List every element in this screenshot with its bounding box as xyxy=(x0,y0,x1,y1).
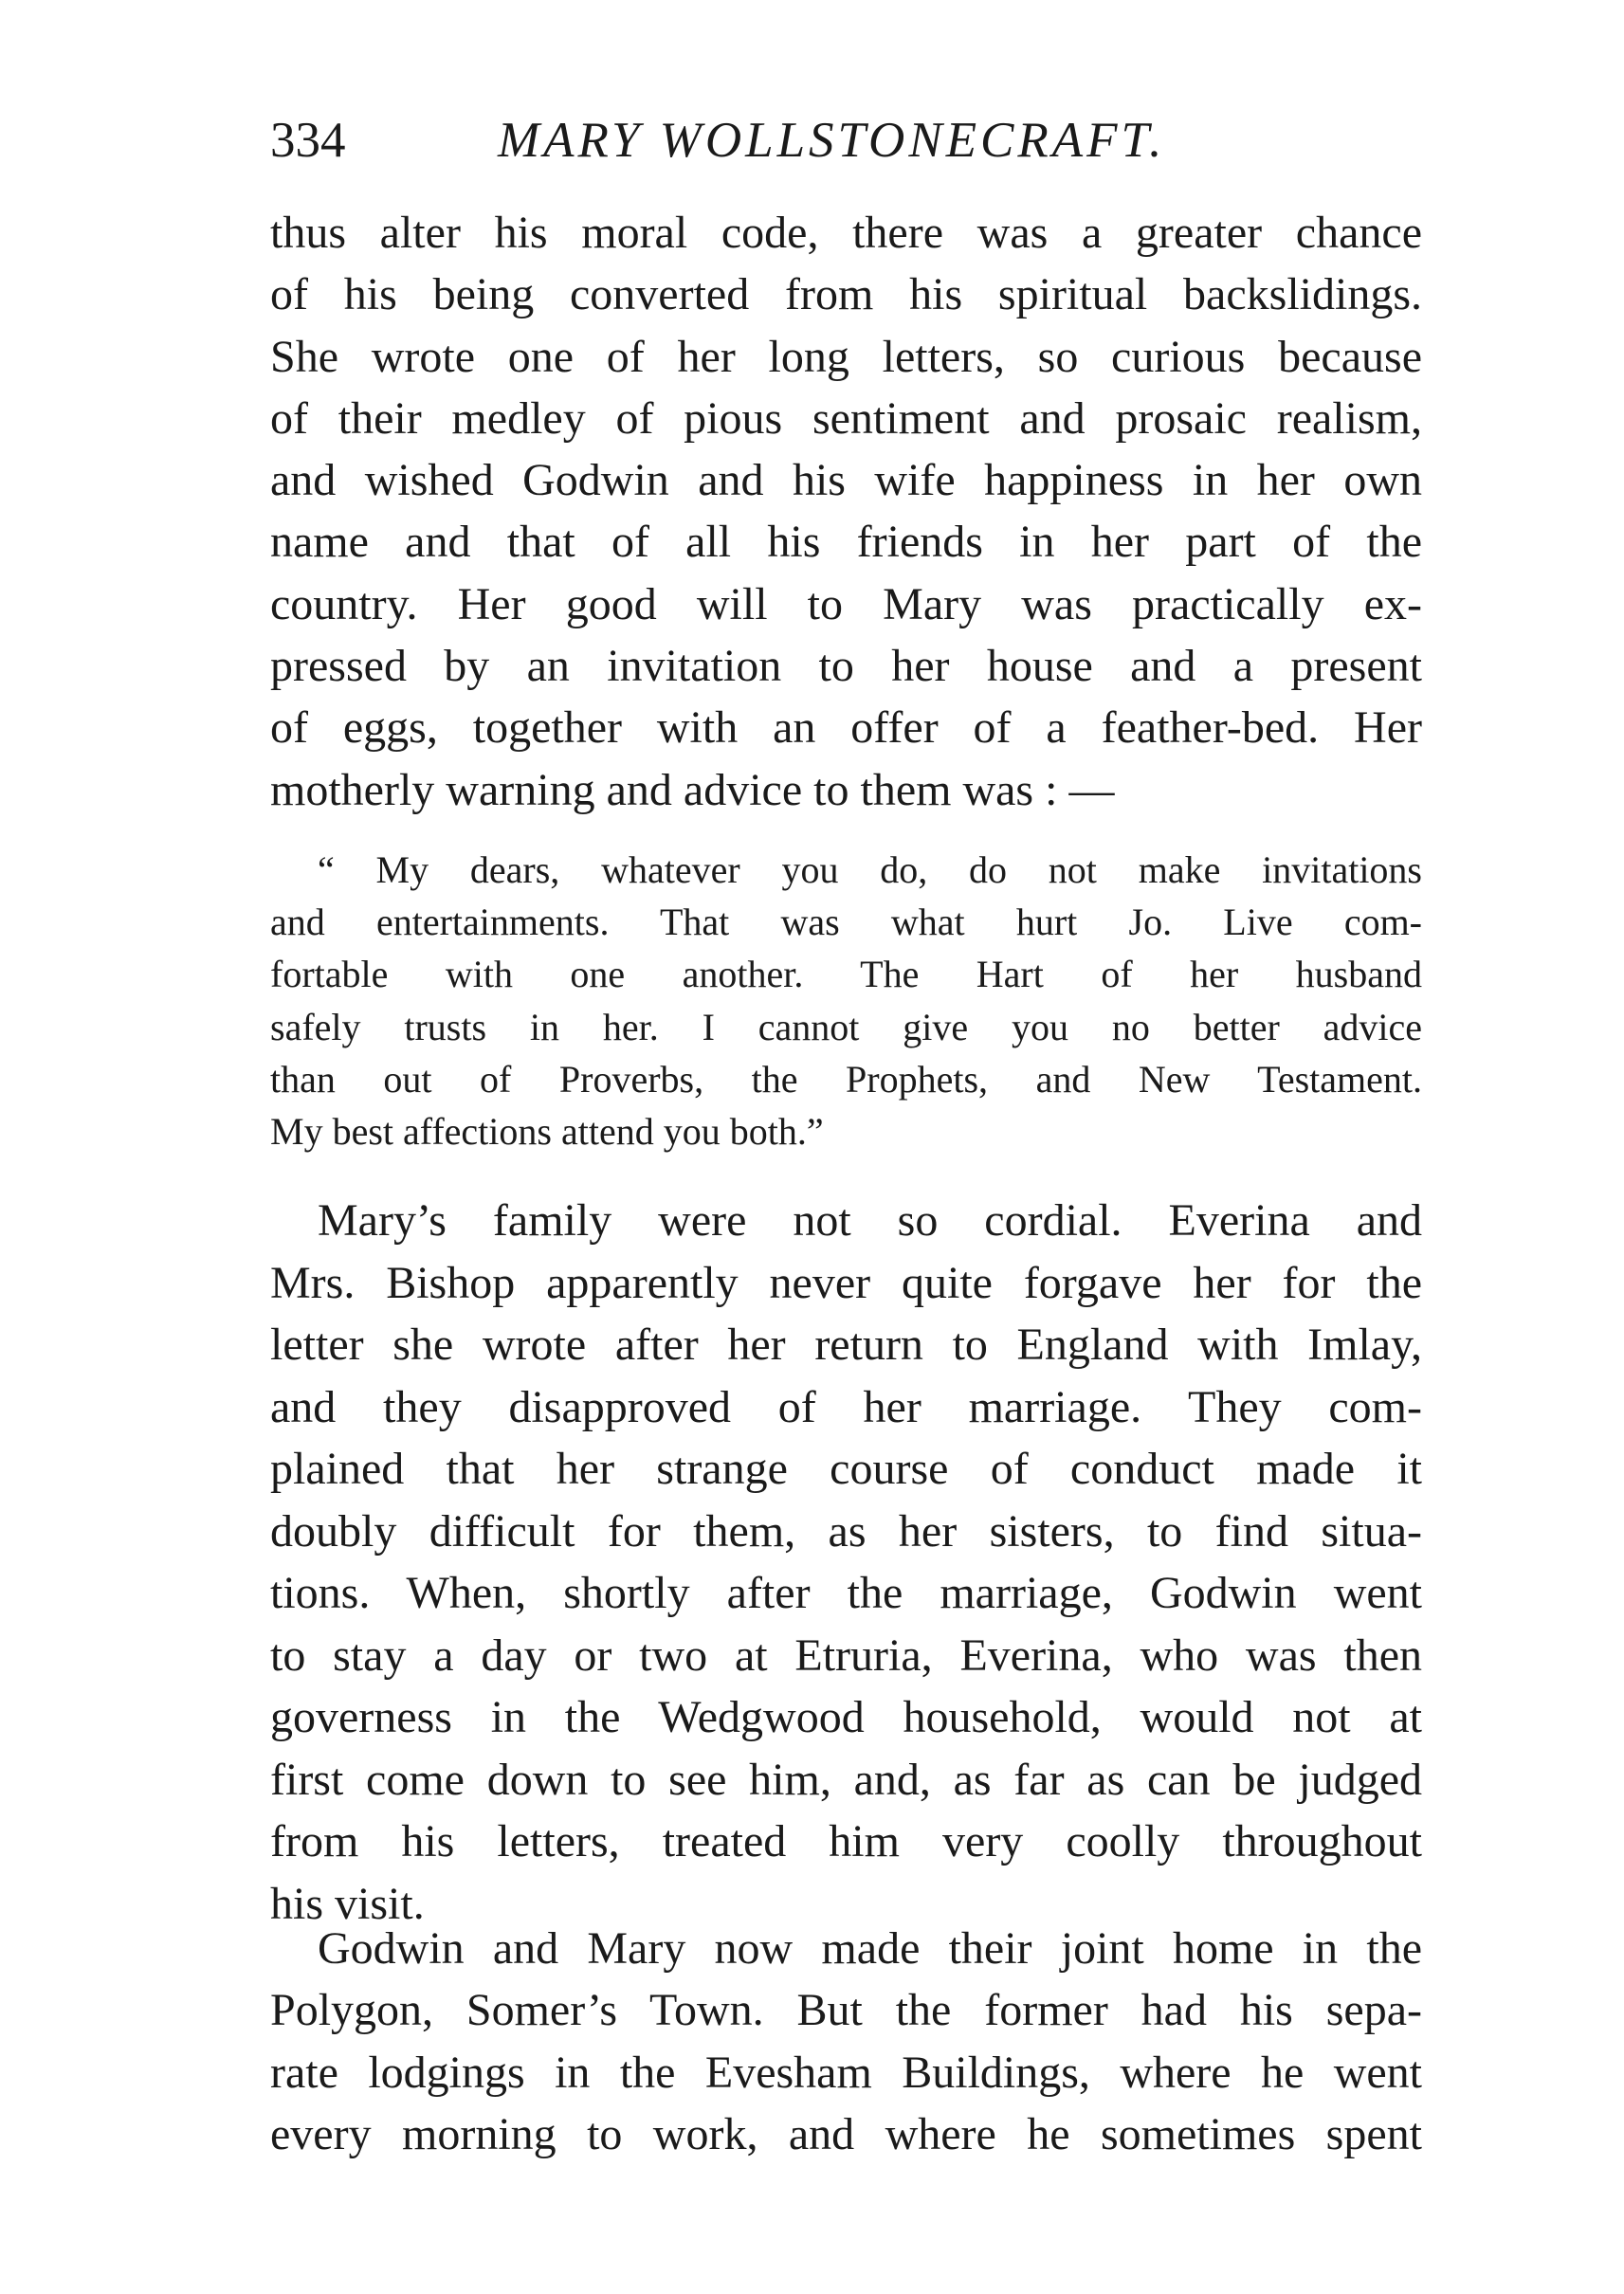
text-line: doubly difficult for them, as her sisters, to find situa- xyxy=(270,1505,1422,1557)
text-line: Mary’s family were not so cordial. Everina and xyxy=(318,1195,1422,1246)
text-line: Mrs. Bishop apparently never quite forgave her for the xyxy=(270,1257,1422,1308)
quote-line: and entertainments. That was what hurt Jo. Live com- xyxy=(270,901,1422,944)
text-line: of eggs, together with an offer of a feather-bed. Her xyxy=(270,702,1422,754)
quote-line: “ My dears, whatever you do, do not make invitations xyxy=(318,848,1422,891)
quote-line: safely trusts in her. I cannot give you no better advice xyxy=(270,1005,1422,1048)
text-line: rate lodgings in the Evesham Buildings, where he went xyxy=(270,2047,1422,2098)
text-line: of his being converted from his spiritual backslidings. xyxy=(270,269,1422,320)
paragraph-polygon xyxy=(270,1918,1422,2165)
text-line: every morning to work, and where he sometimes spent xyxy=(270,2108,1422,2159)
text-line: tions. When, shortly after the marriage, Godwin went xyxy=(270,1568,1422,1618)
text-line: pressed by an invitation to her house and a present xyxy=(270,641,1422,692)
text-line: plained that her strange course of conduct made it xyxy=(270,1444,1422,1494)
running-title: MARY WOLLSTONECRAFT. xyxy=(498,113,1166,168)
text-line: Polygon, Somer’s Town. But the former had his sepa- xyxy=(270,1985,1422,2036)
text-line: country. Her good will to Mary was practically ex- xyxy=(270,578,1422,629)
running-head xyxy=(270,102,1436,178)
text-line: thus alter his moral code, there was a greater chance xyxy=(270,208,1422,258)
paragraph-letter-intro xyxy=(270,202,1422,821)
quote-line: than out of Proverbs, the Prophets, and New Testament. xyxy=(270,1057,1422,1101)
text-line: to stay a day or two at Etruria, Everina, who was then xyxy=(270,1629,1422,1681)
text-line: of their medley of pious sentiment and prosaic realism, xyxy=(270,392,1422,444)
text-line: letter she wrote after her return to England with Imlay, xyxy=(270,1320,1422,1370)
text-line: Godwin and Mary now made their joint home in the xyxy=(318,1923,1422,1974)
page-number: 334 xyxy=(270,113,346,168)
text-line: and they disapproved of her marriage. They com- xyxy=(270,1381,1422,1432)
paragraph-family xyxy=(270,1190,1422,1935)
text-line: motherly warning and advice to them was : — xyxy=(270,764,1115,815)
text-line: from his letters, treated him very coolly throughout xyxy=(270,1816,1422,1866)
text-line: his visit. xyxy=(270,1878,425,1929)
text-line: and wished Godwin and his wife happiness in her own xyxy=(270,455,1422,506)
block-quote xyxy=(270,844,1422,1157)
text-line: name and that of all his friends in her part of the xyxy=(270,517,1422,568)
text-line: She wrote one of her long letters, so curious because xyxy=(270,331,1422,382)
text-line: first come down to see him, and, as far as can be judged xyxy=(270,1754,1422,1805)
quote-line: My best affections attend you both.” xyxy=(270,1110,824,1154)
quote-line: fortable with one another. The Hart of her husband xyxy=(270,953,1422,996)
text-line: governess in the Wedgwood household, would not at xyxy=(270,1692,1422,1742)
